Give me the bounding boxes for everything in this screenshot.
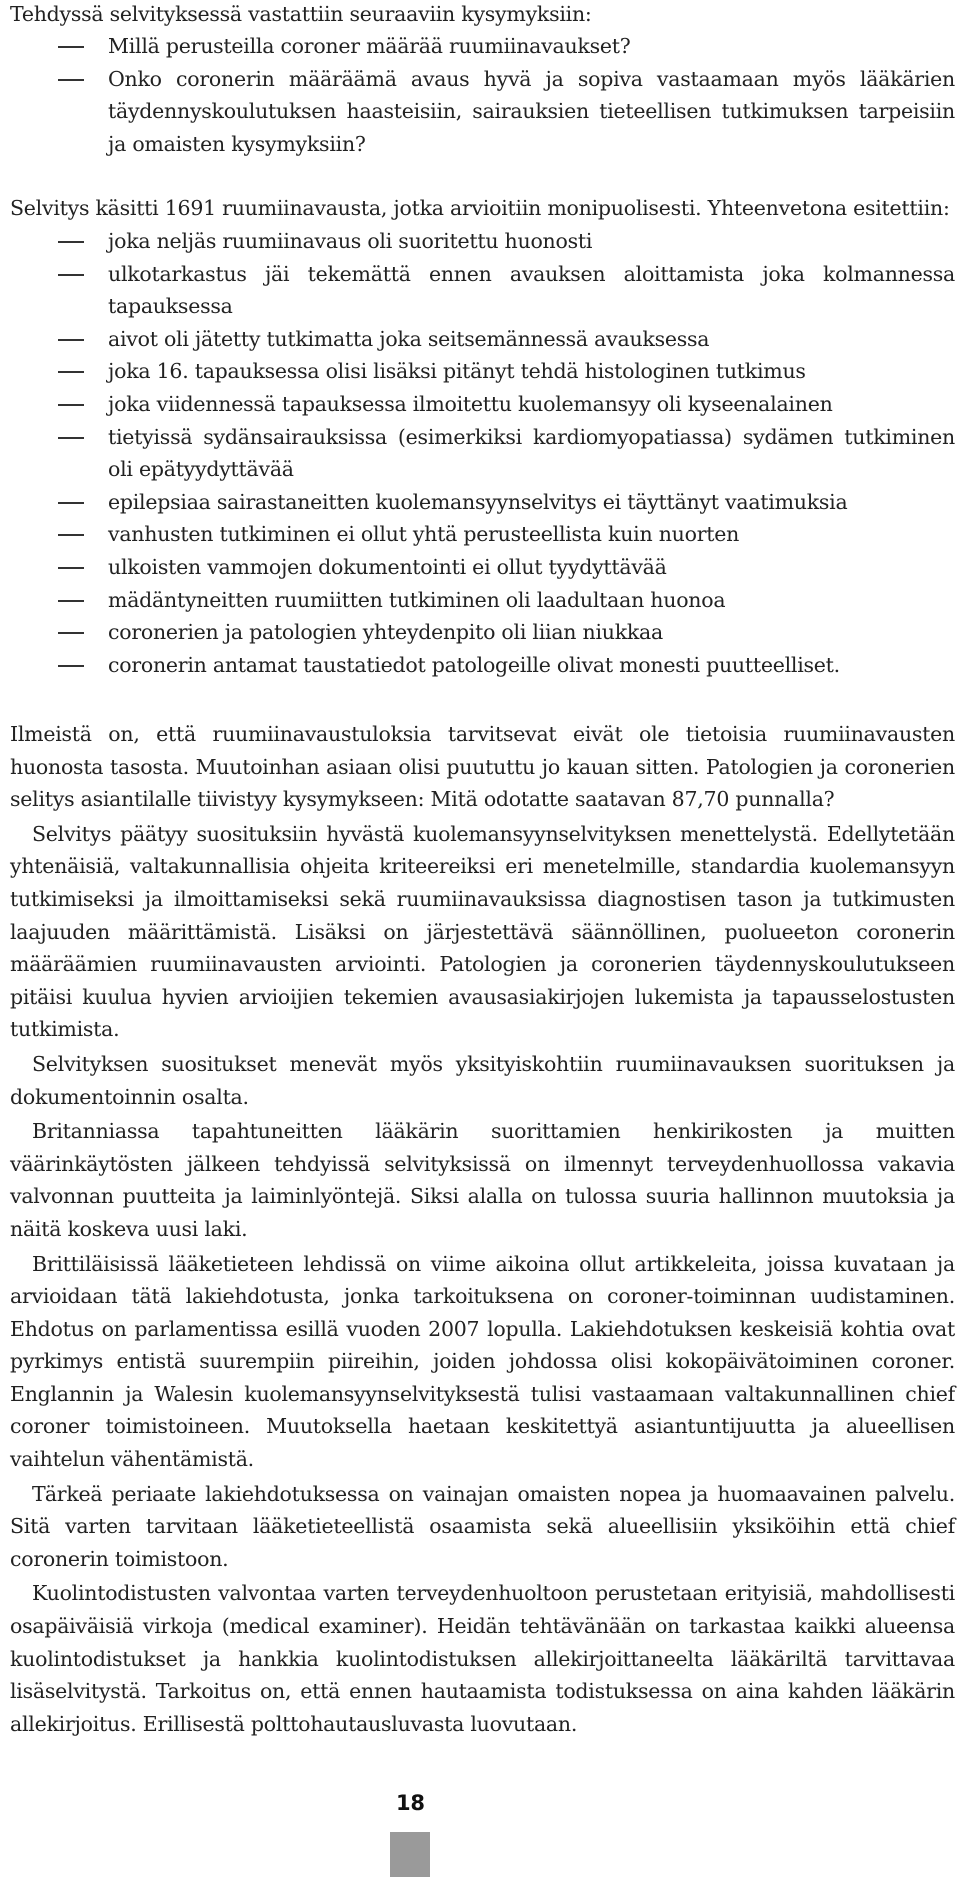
dash-bullet — [58, 339, 84, 341]
paragraph: Britanniassa tapahtuneitten lääkärin suorittamien henkirikosten ja muitten väärinkäytösten jälkeen tehdyissä selvityksissä on ilmennyt terveydenhuollossa vakavia valvonnan puutteita ja laiminlyöntejä. Siksi alalla on tulossa suuria hallinnon muutoksia ja näitä koskeva uusi laki. — [10, 1119, 955, 1241]
list-item: joka viidennessä tapauksessa ilmoitettu kuolemansyy oli kyseenalainen — [10, 388, 955, 421]
dash-bullet — [58, 567, 84, 569]
list-item: ulkoisten vammojen dokumentointi ei ollut tyydyttävää — [10, 551, 955, 584]
paragraph: Kuolintodistusten valvontaa varten terveydenhuoltoon perustetaan erityisiä, mahdollisesti osapäiväisiä virkoja (medical examiner). Heidän tehtävänään on tarkastaa kaikki alueensa kuolintodistukset ja hankkia kuolintodistuksen allekirjoittaneelta lääkäriltä tarvittavaa lisäselvitystä. Tarkoitus on, että ennen hautaamista todistuksessa on aina kahden lääkärin allekirjoitus. Erillisestä polttohautausluvasta luovutaan. — [10, 1581, 955, 1736]
list-item: tietyissä sydänsairauksissa (esimerkiksi kardiomyopatiassa) sydämen tutkiminen oli epätyydyttävää — [10, 421, 955, 486]
list-item: joka neljäs ruumiinavaus oli suoritettu huonosti — [10, 225, 955, 258]
dash-bullet — [58, 632, 84, 634]
dash-bullet — [58, 502, 84, 504]
dash-bullet — [58, 665, 84, 667]
list-item: aivot oli jätetty tutkimatta joka seitsemännessä avauksessa — [10, 323, 955, 356]
list-item: coronerin antamat taustatiedot patologeille olivat monesti puutteelliset. — [10, 649, 955, 682]
dash-bullet — [58, 241, 84, 243]
list-item: vanhusten tutkiminen ei ollut yhtä perusteellista kuin nuorten — [10, 518, 955, 551]
dash-bullet — [58, 371, 84, 373]
body-text — [10, 718, 955, 1742]
list-item: mädäntyneitten ruumiitten tutkiminen oli laadultaan huonoa — [10, 584, 955, 617]
list-item: Onko coronerin määräämä avaus hyvä ja sopiva vastaamaan myös lääkärien täydennyskoulutuksen haasteisiin, sairauksien tieteellisen tutkimuksen tarpeisiin ja omaisten kysymyksiin? — [10, 63, 955, 161]
dash-bullet — [58, 274, 84, 276]
list-item: Millä perusteilla coroner määrää ruumiinavaukset? — [10, 30, 955, 63]
paragraph: Selvityksen suositukset menevät myös yksityiskohtiin ruumiinavauksen suorituksen ja dokumentoinnin osalta. — [10, 1051, 955, 1109]
dash-bullet — [58, 600, 84, 602]
questions-list — [10, 30, 955, 160]
findings-list — [10, 225, 955, 681]
dash-bullet — [58, 437, 84, 439]
findings-intro: Selvitys käsitti 1691 ruumiinavausta, jotka arvioitiin monipuolisesti. Yhteenvetona esitettiin: — [10, 196, 950, 220]
page-number: 18 — [396, 1791, 425, 1815]
paragraph: Ilmeistä on, että ruumiinavaustuloksia tarvitsevat eivät ole tietoisia ruumiinavausten huonosta tasosta. Muutoinhan asiaan olisi puututtu jo kauan sitten. Patologien ja coronerien selitys asiantilalle tiivistyy kysymykseen: Mitä odotatte saatavan 87,70 punnalla? — [10, 722, 955, 812]
dash-bullet — [58, 534, 84, 536]
paragraph: Selvitys päätyy suosituksiin hyvästä kuolemansyynselvityksen menettelystä. Edellytetään yhtenäisiä, valtakunnallisia ohjeita kriteereiksi eri menetelmille, standardia kuolemansyyn tutkimiseksi ja ilmoittamiseksi sekä ruumiinavauksissa diagnostisen tason ja tutkimusten laajuuden määrittämistä. Lisäksi on järjestettävä säännöllinen, puolueeton coronerin määräämien ruumiinavausten arviointi. Patologien ja coronerien täydennyskoulutukseen pitäisi kuulua hyvien arvioijien tekemien avausasiakirjojen lukemista ja tapausselostusten tutkimista. — [10, 821, 955, 1042]
list-item: coronerien ja patologien yhteydenpito oli liian niukkaa — [10, 616, 955, 649]
paragraph: Brittiläisissä lääketieteen lehdissä on viime aikoina ollut artikkeleita, joissa kuvataan ja arvioidaan tätä lakiehdotusta, jonka tarkoituksena on coroner-toiminnan uudistaminen. Ehdotus on parlamentissa esillä vuoden 2007 lopulla. Lakiehdotuksen keskeisiä kohtia ovat pyrkimys entistä suurempiin piireihin, joiden johdossa olisi kokopäivätoiminen coroner. Englannin ja Walesin kuolemansyynselvityksestä tulisi vastaamaan valtakunnallinen chief coroner toimistoineen. Muutoksella haetaan keskitettyä asiantuntijuutta ja alueellisen vaihtelun vähentämistä. — [10, 1251, 955, 1472]
dash-bullet — [58, 46, 84, 48]
dash-bullet — [58, 404, 84, 406]
list-item: joka 16. tapauksessa olisi lisäksi pitänyt tehdä histologinen tutkimus — [10, 355, 955, 388]
list-item: ulkotarkastus jäi tekemättä ennen avauksen aloittamista joka kolmannessa tapauksessa — [10, 258, 955, 323]
questions-intro: Tehdyssä selvityksessä vastattiin seuraaviin kysymyksiin: — [10, 2, 592, 26]
page-tab-marker — [390, 1832, 430, 1877]
list-item: epilepsiaa sairastaneitten kuolemansyynselvitys ei täyttänyt vaatimuksia — [10, 486, 955, 519]
dash-bullet — [58, 79, 84, 81]
paragraph: Tärkeä periaate lakiehdotuksessa on vainajan omaisten nopea ja huomaavainen palvelu. Sitä varten tarvitaan lääketieteellistä osaamista sekä alueellisiin yksiköihin että chief coronerin toimistoon. — [10, 1481, 955, 1571]
